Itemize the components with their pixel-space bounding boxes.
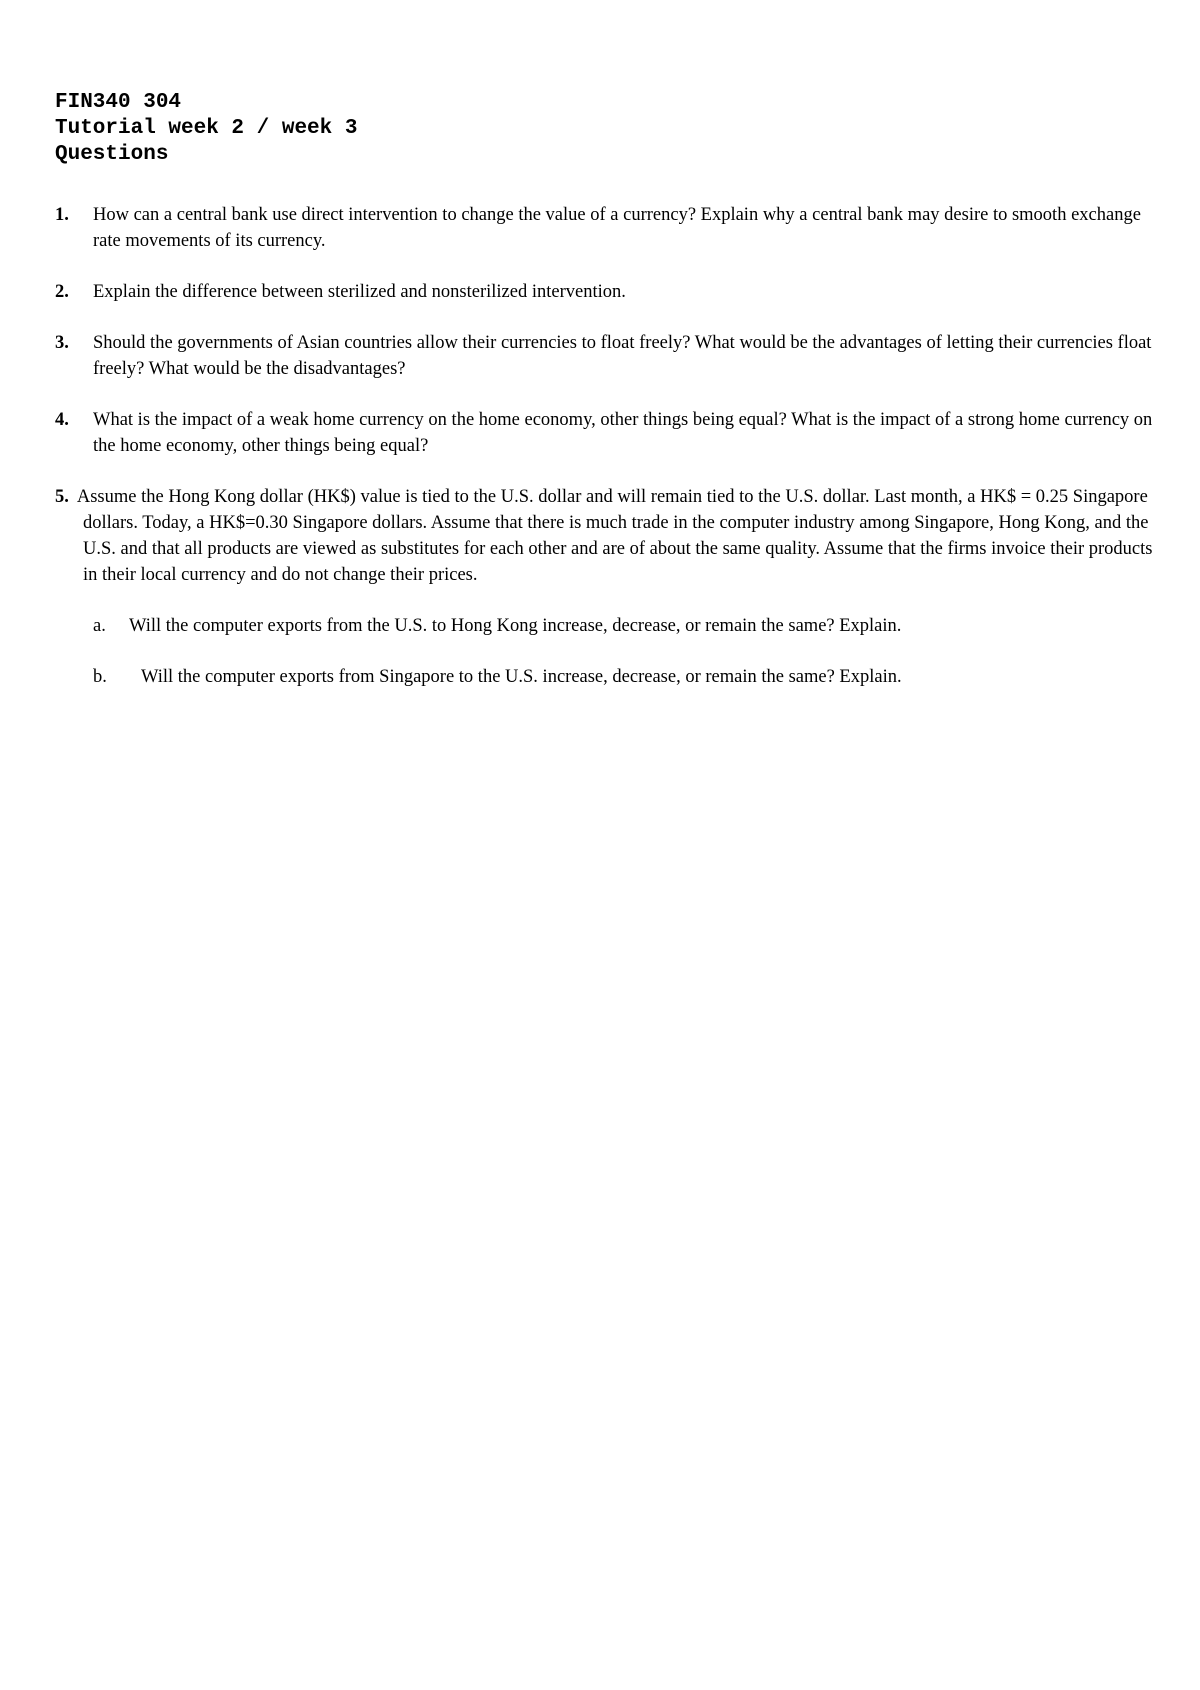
question-number: 1. bbox=[55, 205, 69, 225]
question-number: 5. bbox=[55, 487, 69, 507]
question-3 bbox=[55, 330, 1155, 382]
question-text: How can a central bank use direct intervention to change the value of a currency? Explain why a central bank may desire to smooth exchange rate movements of its currency. bbox=[93, 205, 1141, 251]
question-number: 4. bbox=[55, 410, 69, 430]
tutorial-title: Tutorial week 2 / week 3 bbox=[55, 117, 358, 140]
question-text: Assume the Hong Kong dollar (HK$) value is tied to the U.S. dollar and will remain tied to the U.S. dollar. Last month, a HK$ = 0.25 Singapore dollars. Today, a HK$=0.30 Singapore dollars. Assume that there is much trade in the computer industry among Singapore, Hong Kong, and the U.S. and that all products are viewed as substitutes for each other and are of about the same quality. Assume that the firms invoice their products in their local currency and do not change their prices. bbox=[76, 487, 1153, 585]
question-5 bbox=[55, 484, 1155, 588]
question-5-part-b bbox=[55, 664, 1155, 690]
part-text: Will the computer exports from the U.S. to Hong Kong increase, decrease, or remain the same? Explain. bbox=[129, 616, 902, 636]
section-title: Questions bbox=[55, 143, 169, 166]
question-2 bbox=[55, 279, 1155, 305]
question-number: 3. bbox=[55, 333, 69, 353]
question-text: Explain the difference between sterilized and nonsterilized intervention. bbox=[93, 282, 626, 302]
question-1 bbox=[55, 202, 1155, 254]
question-number: 2. bbox=[55, 282, 69, 302]
part-letter: a. bbox=[93, 616, 106, 636]
question-text: What is the impact of a weak home currency on the home economy, other things being equal? What is the impact of a strong home currency on the home economy, other things being equal? bbox=[93, 410, 1153, 456]
course-code: FIN340 304 bbox=[55, 91, 182, 114]
question-4 bbox=[55, 407, 1155, 459]
question-text: Should the governments of Asian countries allow their currencies to float freely? What would be the advantages of letting their currencies float freely? What would be the disadvantages? bbox=[93, 333, 1152, 379]
part-text: Will the computer exports from Singapore to the U.S. increase, decrease, or remain the same? Explain. bbox=[141, 667, 902, 687]
document-header bbox=[55, 90, 357, 168]
question-5-part-a bbox=[55, 613, 1155, 639]
part-letter: b. bbox=[93, 667, 107, 687]
question-list bbox=[55, 202, 1155, 715]
